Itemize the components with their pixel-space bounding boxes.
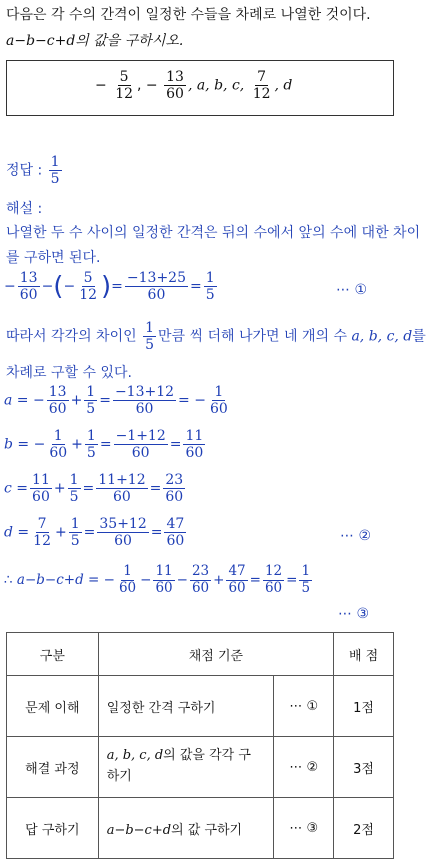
question-line-2 (6, 30, 183, 50)
variables: , a, b, c, (187, 77, 245, 94)
scoring-table (6, 632, 394, 859)
row-criterion: 일정한 간격 구하기 (98, 676, 274, 737)
question-box (6, 60, 394, 116)
header-score: 배 점 (334, 633, 394, 676)
fraction: $\frac{7}{12}$ (252, 69, 271, 103)
row-criterion: a−b−c+d의 값 구하기 (98, 798, 274, 859)
explanation-line-2: 를 구하면 된다. (6, 250, 101, 266)
row-tag: ⋯ ① (274, 676, 334, 737)
variables: , d (274, 77, 293, 94)
row-score: 2점 (334, 798, 394, 859)
row-tag: ⋯ ② (274, 737, 334, 798)
tag-1: ⋯ ① (336, 282, 368, 298)
tag-2: ⋯ ② (340, 528, 372, 544)
calc-a: a = − $\frac{13}{60}$ + $\frac{1}{5}$ = $\frac{-13+12}{60}$ = − $\frac{1}{60}$ (4, 384, 228, 418)
sign: − (95, 77, 107, 94)
question-line-1: 다음은 각 수의 간격이 일정한 수들을 차례로 나열한 것이다. (6, 7, 371, 23)
answer-label: 정답 : (6, 162, 43, 179)
final-equation: ∴ a−b−c+d = − $\frac{1}{60}$ − $\frac{11}{60}$ − $\frac{23}{60}$ + $\frac{47}{60}$ = $\frac{12}{60}$ = $\frac{1}{5}$ (4, 563, 311, 596)
answer-fraction: $\frac{1}{5}$ (50, 154, 60, 188)
equation-1: − $\frac{13}{60}$ −(− $\frac{5}{12}$ )= $\frac{-13+25}{60}$ = $\frac{1}{5}$ (4, 270, 215, 304)
calc-c: c = $\frac{11}{60}$ + $\frac{1}{5}$ = $\frac{11+12}{60}$ = $\frac{23}{60}$ (4, 472, 184, 506)
header-category: 구분 (7, 633, 99, 676)
explanation-para-2-line-2: 차례로 구할 수 있다. (6, 365, 132, 381)
explanation-label: 해설 : (6, 201, 43, 217)
row-category: 답 구하기 (7, 798, 99, 859)
row-score: 1점 (334, 676, 394, 737)
explanation-para-2: 따라서 각각의 차이인 $\frac{1}{5}$ 만큼 씩 더해 나가면 네 개의 수 a, b, c, d를 (6, 320, 426, 354)
table-row (7, 676, 394, 737)
header-criterion: 채점 기준 (98, 633, 333, 676)
fraction: $\frac{5}{12}$ (115, 69, 134, 103)
question-expression: a−b−c+d의 값을 구하시오. (6, 33, 184, 49)
table-row (7, 737, 394, 798)
tag-3: ⋯ ③ (338, 606, 370, 622)
row-tag: ⋯ ③ (274, 798, 334, 859)
answer (6, 154, 64, 187)
sequence: − $\frac{5}{12}$ , − $\frac{13}{60}$ , a, b, c, $\frac{7}{12}$ , d (95, 69, 293, 103)
row-category: 문제 이해 (7, 676, 99, 737)
row-category: 해결 과정 (7, 737, 99, 798)
sign: − (145, 77, 158, 94)
explanation-line-1: 나열한 두 수 사이의 일정한 간격은 뒤의 수에서 앞의 수에 대한 차이 (6, 225, 421, 241)
row-criterion: a, b, c, d의 값을 각각 구 하기 (98, 737, 274, 798)
fraction: $\frac{13}{60}$ (166, 69, 184, 103)
table-header-row (7, 633, 394, 676)
calc-d: d = $\frac{7}{12}$ + $\frac{1}{5}$ = $\frac{35+12}{60}$ = $\frac{47}{60}$ (4, 516, 185, 550)
row-score: 3점 (334, 737, 394, 798)
calc-b: b = − $\frac{1}{60}$ + $\frac{1}{5}$ = $\frac{-1+12}{60}$ = $\frac{11}{60}$ (4, 428, 204, 462)
table-row (7, 798, 394, 859)
